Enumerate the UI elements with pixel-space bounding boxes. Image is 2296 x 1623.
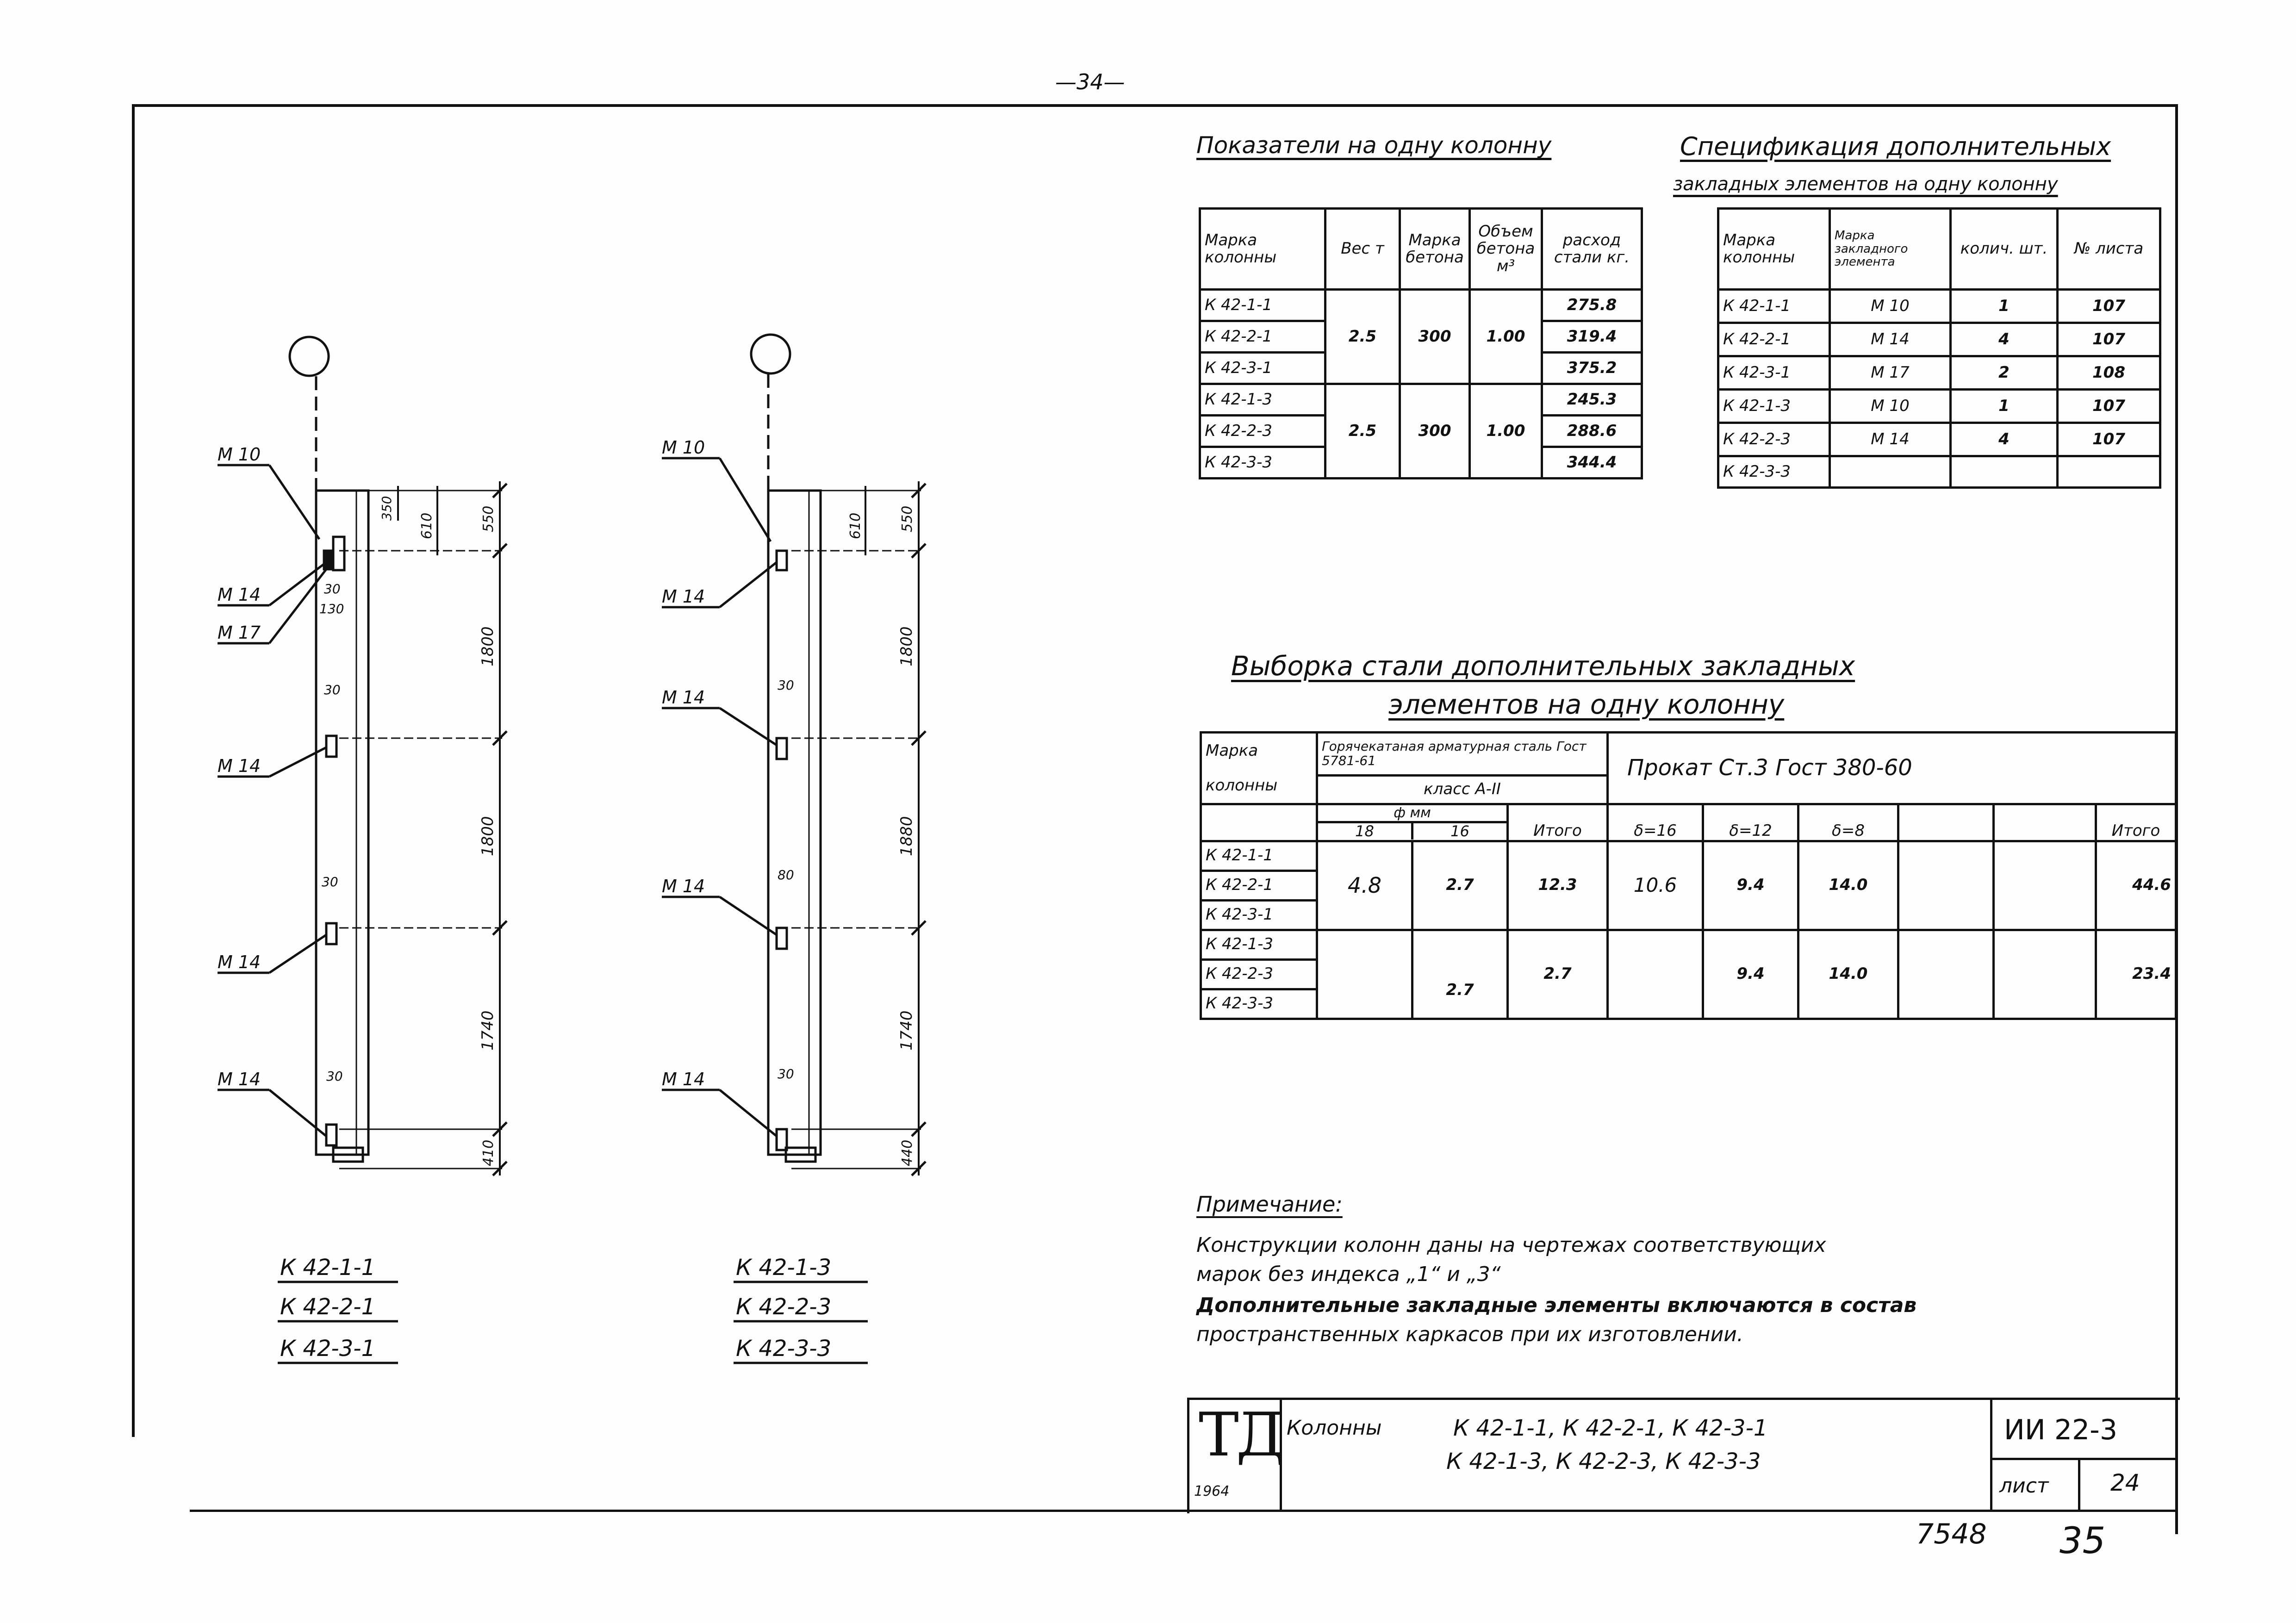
label-right-m14b: М 14: [662, 687, 705, 708]
t3-h-mark-spacer: [1201, 804, 1317, 841]
t1-row-4-steel: 245.3: [1542, 384, 1642, 416]
table2-title-1: Спецификация дополнительных: [1680, 132, 2111, 161]
t1-row-5-steel: 288.6: [1542, 416, 1642, 447]
t1-h-volume: Объем бетона м³: [1470, 209, 1542, 290]
mark-right-3: К 42-3-3: [736, 1336, 832, 1362]
t2-r5-mark: К 42-2-3: [1718, 423, 1830, 456]
t1-g2-weight: 2.5: [1325, 384, 1400, 479]
table3-title-2: элементов на одну колонну: [1388, 689, 1785, 720]
t2-h-element: Марка закладного элемента: [1830, 209, 1951, 290]
t1-g1-weight: 2.5: [1325, 290, 1400, 384]
dim-left-610: 610: [419, 512, 435, 539]
dim-left-30c: 30: [322, 874, 338, 889]
t3-sub-d12: δ=12: [1703, 804, 1798, 841]
label-left-m14c: М 14: [218, 952, 261, 972]
dim-left-30a: 30: [324, 581, 341, 597]
t2-r4-qty: 1: [1951, 390, 2058, 423]
t2-r2-element: М 14: [1830, 323, 1951, 356]
t3-sub-18: 18: [1318, 823, 1413, 839]
dim-right-30a: 30: [778, 678, 794, 693]
t1-h-steel: расход стали кг.: [1542, 209, 1642, 290]
label-left-m14a: М 14: [218, 585, 261, 605]
t2-r1-mark: К 42-1-1: [1718, 290, 1830, 323]
table3-title-1: Выборка стали дополнительных закладных: [1231, 650, 1855, 682]
stamp-sheet-label: лист: [1999, 1474, 2049, 1498]
t2-h-mark: Марка колонны: [1718, 209, 1830, 290]
stamp-year: 1964: [1194, 1483, 1230, 1499]
t3-g2-e2: [1994, 930, 2096, 1019]
page-number-top: —34—: [1055, 69, 1125, 94]
label-right-m14d: М 14: [662, 1069, 705, 1089]
archive-number: 7548: [1916, 1518, 1987, 1550]
t2-r3-element: М 17: [1830, 356, 1951, 390]
label-left-m17: М 17: [218, 622, 261, 643]
t3-r1-mark: К 42-1-1: [1201, 841, 1317, 871]
table1-indicators: [1199, 207, 1643, 479]
t3-g2-sum: 23.4: [2096, 930, 2176, 1019]
t3-g1-e2: [1994, 841, 2096, 930]
dim-right-80: 80: [778, 867, 794, 883]
t3-g1-d16: 10.6: [1608, 841, 1703, 930]
dim-right-30b: 30: [778, 1066, 794, 1082]
t3-sub-d8: δ=8: [1798, 804, 1898, 841]
t1-row-1-steel: 275.8: [1542, 290, 1642, 321]
label-right-m14a: М 14: [662, 586, 705, 607]
t1-h-concrete: Марка бетона: [1400, 209, 1470, 290]
dim-left-1800a: 1800: [479, 626, 497, 666]
t3-g1-16: 2.7: [1412, 841, 1508, 930]
t2-r6-qty: [1951, 456, 2058, 488]
stamp-sheet-divider: [2078, 1458, 2080, 1511]
mark-left-1: К 42-1-1: [280, 1255, 376, 1281]
dim-right-1800: 1800: [897, 626, 916, 666]
grid-axis-marker-right: [751, 335, 790, 373]
t2-r5-sheet: 107: [2058, 423, 2160, 456]
t3-sub-total1: Итого: [1508, 804, 1608, 841]
t2-r3-qty: 2: [1951, 356, 2058, 390]
t3-h-mark-1: [1201, 733, 1317, 804]
t2-r4-mark: К 42-1-3: [1718, 390, 1830, 423]
t3-h-mark-text: Марка колонны: [1206, 741, 1278, 795]
t3-r3-mark: К 42-3-1: [1201, 900, 1317, 930]
t2-r2-sheet: 107: [2058, 323, 2160, 356]
table3-steel-selection: [1200, 731, 2177, 1020]
t3-h-rebar: Горячекатаная арматурная сталь Гост 5781-61: [1317, 733, 1608, 776]
t2-r4-sheet: 107: [2058, 390, 2160, 423]
t1-row-6-steel: 344.4: [1542, 447, 1642, 479]
t2-r6-element: [1830, 456, 1951, 488]
stamp-code-divider: [1990, 1458, 2178, 1460]
t3-g2-d12: 9.4: [1703, 930, 1798, 1019]
t1-row-5-mark: К 42-2-3: [1200, 416, 1325, 447]
table2-specification: [1717, 207, 2161, 489]
mark-right-2: К 42-2-3: [736, 1294, 832, 1320]
t2-r1-sheet: 107: [2058, 290, 2160, 323]
t3-g2-18: [1317, 930, 1412, 1019]
t2-h-qty: колич. шт.: [1951, 209, 2058, 290]
dim-right-440: 440: [899, 1139, 915, 1166]
t3-h-diam: [1317, 804, 1508, 841]
t1-g1-volume: 1.00: [1470, 290, 1542, 384]
t3-g1-d12: 9.4: [1703, 841, 1798, 930]
t2-r1-qty: 1: [1951, 290, 2058, 323]
dim-right-610: 610: [847, 512, 864, 539]
stamp-title-line-1: К 42-1-1, К 42-2-1, К 42-3-1: [1453, 1415, 1768, 1441]
dim-right-1740: 1740: [897, 1010, 916, 1051]
note-line-4: пространственных каркасов при их изготовлении.: [1196, 1323, 1743, 1346]
note-line-1: Конструкции колонн даны на чертежах соответствующих: [1196, 1233, 1826, 1257]
t3-r6-mark: К 42-3-3: [1201, 989, 1317, 1019]
t2-r1-element: М 10: [1830, 290, 1951, 323]
dim-left-350: 350: [379, 496, 394, 521]
t1-h-mark: Марка колонны: [1200, 209, 1325, 290]
t3-r2-mark: К 42-2-1: [1201, 871, 1317, 900]
t3-sub-16: 16: [1450, 822, 1469, 840]
t3-g2-16: 2.7: [1412, 930, 1508, 1019]
label-left-m14d: М 14: [218, 1069, 261, 1089]
t3-sub-empty2: [1994, 804, 2096, 841]
table2-title-2: закладных элементов на одну колонну: [1673, 174, 2058, 195]
t3-g2-e1: [1898, 930, 1994, 1019]
t1-row-3-mark: К 42-3-1: [1200, 353, 1325, 384]
grid-axis-marker-left: [290, 337, 329, 376]
label-right-m10: М 10: [662, 437, 705, 458]
dim-left-30b: 30: [324, 682, 341, 697]
mark-left-3: К 42-3-1: [280, 1336, 376, 1362]
t3-g1-total: 12.3: [1508, 841, 1608, 930]
t2-h-sheet: № листа: [2058, 209, 2160, 290]
t1-row-1-mark: К 42-1-1: [1200, 290, 1325, 321]
t2-r2-qty: 4: [1951, 323, 2058, 356]
t1-g2-volume: 1.00: [1470, 384, 1542, 479]
column-body-right: [768, 491, 821, 1155]
t3-sub-empty1: [1898, 804, 1994, 841]
t2-r5-element: М 14: [1830, 423, 1951, 456]
t2-r2-mark: К 42-2-1: [1718, 323, 1830, 356]
t1-g2-concrete: 300: [1400, 384, 1470, 479]
dim-left-550: 550: [480, 505, 497, 532]
note-title: Примечание:: [1196, 1192, 1343, 1217]
stamp-logo: ТД: [1199, 1399, 1282, 1470]
table1-title: Показатели на одну колонну: [1196, 132, 1552, 159]
dim-right-1880: 1880: [897, 816, 916, 856]
t3-sub-d16: δ=16: [1608, 804, 1703, 841]
t3-g2-d8: 14.0: [1798, 930, 1898, 1019]
note-line-3: Дополнительные закладные элементы включаются в состав: [1196, 1293, 1917, 1317]
t1-row-2-steel: 319.4: [1542, 321, 1642, 353]
label-left-m10: М 10: [218, 444, 261, 465]
dim-left-30d: 30: [326, 1069, 343, 1084]
t1-row-4-mark: К 42-1-3: [1200, 384, 1325, 416]
stamp-code: ИИ 22-3: [2004, 1414, 2118, 1446]
t3-g2-d16: [1608, 930, 1703, 1019]
label-left-m14b: М 14: [218, 756, 261, 776]
t3-g1-sum: 44.6: [2096, 841, 2176, 930]
t2-r3-sheet: 108: [2058, 356, 2160, 390]
t3-r5-mark: К 42-2-3: [1201, 959, 1317, 989]
t1-g1-concrete: 300: [1400, 290, 1470, 384]
t1-row-3-steel: 375.2: [1542, 353, 1642, 384]
t2-r6-sheet: [2058, 456, 2160, 488]
stamp-title-line-2: К 42-1-3, К 42-2-3, К 42-3-3: [1446, 1449, 1761, 1474]
t3-r4-mark: К 42-1-3: [1201, 930, 1317, 959]
t3-g2-total: 2.7: [1508, 930, 1608, 1019]
t2-r3-mark: К 42-3-1: [1718, 356, 1830, 390]
mark-right-1: К 42-1-3: [736, 1255, 832, 1281]
label-right-m14c: М 14: [662, 876, 705, 896]
dim-left-410: 410: [480, 1139, 497, 1166]
t2-r4-element: М 10: [1830, 390, 1951, 423]
dim-left-1800b: 1800: [479, 816, 497, 856]
mark-left-2: К 42-2-1: [280, 1294, 376, 1320]
note-line-2: марок без индекса „1“ и „3“: [1196, 1262, 1501, 1286]
t1-row-2-mark: К 42-2-1: [1200, 321, 1325, 353]
page-number-bottom: 35: [2060, 1520, 2106, 1562]
dim-right-550: 550: [899, 505, 915, 532]
t3-g1-d8: 14.0: [1798, 841, 1898, 930]
t3-g1-18: 4.8: [1317, 841, 1412, 930]
t2-r5-qty: 4: [1951, 423, 2058, 456]
t3-sub-total2: Итого: [2096, 804, 2176, 841]
t3-h-class: класс А-II: [1317, 775, 1608, 804]
stamp-sheet-number: 24: [2110, 1469, 2140, 1496]
t3-h-rolled: Прокат Ст.3 Гост 380-60: [1608, 733, 2176, 804]
t1-row-6-mark: К 42-3-3: [1200, 447, 1325, 479]
dim-left-1740: 1740: [479, 1010, 497, 1051]
t3-g1-e1: [1898, 841, 1994, 930]
t3-h-diam-label: ф мм: [1318, 805, 1506, 823]
stamp-title-label: Колонны: [1287, 1416, 1382, 1440]
column-drawings: [0, 0, 1064, 1435]
t1-h-weight: Вес т: [1325, 209, 1400, 290]
t2-r6-mark: К 42-3-3: [1718, 456, 1830, 488]
dim-left-130: 130: [319, 601, 344, 616]
